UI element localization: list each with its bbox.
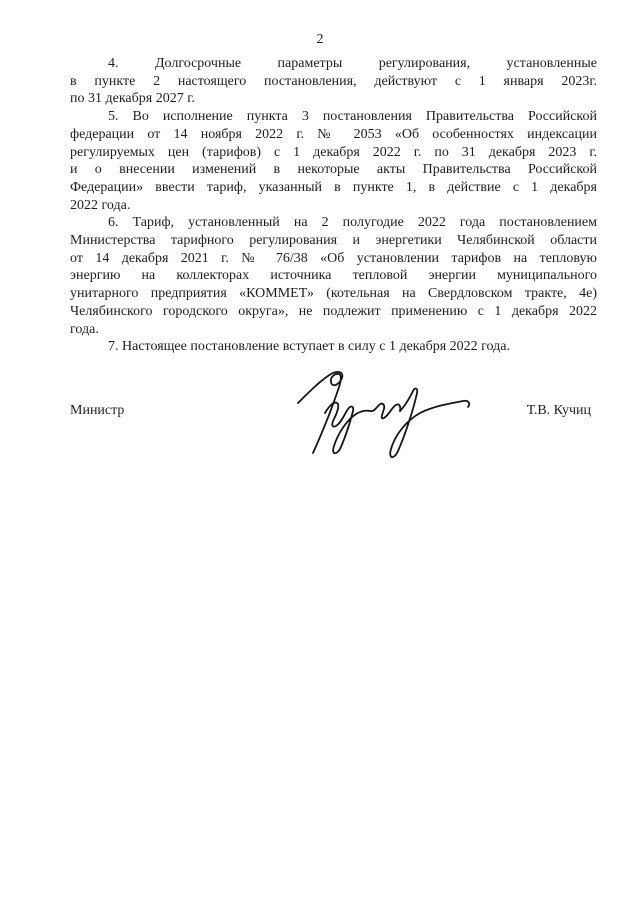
paragraph-line: регулируемых цен (тарифов) с 1 декабря 2022 г. по 31 декабря 2023 г.	[70, 144, 597, 160]
signatory-role: Министр	[70, 403, 125, 418]
paragraph-4	[70, 55, 597, 108]
paragraph-5	[70, 108, 597, 214]
paragraph-line: в пункте 2 настоящего постановления, действуют с 1 января 2023г.	[70, 73, 597, 89]
paragraph-line: унитарного предприятия «КОММЕТ» (котельная на Свердловском тракте, 4е)	[70, 286, 597, 302]
paragraph-7	[70, 338, 597, 356]
paragraph-line: и о внесении изменений в некоторые акты Правительства Российской	[70, 162, 597, 178]
paragraph-line: 2022 года.	[70, 197, 131, 213]
paragraph-line: энергию на коллекторах источника тепловой энергии муниципального	[70, 268, 597, 284]
paragraph-line: федерации от 14 ноября 2022 г. № 2053 «Об особенностях индексации	[70, 126, 597, 142]
document-body	[70, 55, 597, 356]
signature-stroke	[390, 389, 469, 458]
signature-stroke	[325, 403, 400, 454]
paragraph-line: 6. Тариф, установленный на 2 полугодие 2022 года постановлением	[108, 215, 597, 231]
paragraph-line: 5. Во исполнение пункта 3 постановления Правительства Российской	[108, 109, 597, 125]
paragraph-line: 4. Долгосрочные параметры регулирования, установленные	[108, 56, 597, 71]
paragraph-line: года.	[70, 321, 99, 337]
paragraph-line: 7. Настоящее постановление вступает в силу с 1 декабря 2022 года.	[108, 339, 510, 355]
paragraph-line: Министерства тарифного регулирования и энергетики Челябинской области	[70, 233, 597, 249]
paragraph-line: Федерации» ввести тариф, указанный в пункте 1, в действие с 1 декабря	[70, 179, 597, 195]
paragraph-line: по 31 декабря 2027 г.	[70, 91, 195, 107]
paragraph-6	[70, 214, 597, 338]
page-number: 2	[316, 32, 324, 47]
handwritten-signature-icon	[268, 363, 478, 473]
paragraph-line: Челябинского городского округа», не подлежит применению с 1 декабря 2022	[70, 303, 597, 319]
signatory-name: Т.В. Кучиц	[526, 403, 591, 418]
paragraph-line: от 14 декабря 2021 г. № 76/38 «Об установлении тарифов на тепловую	[70, 250, 597, 266]
